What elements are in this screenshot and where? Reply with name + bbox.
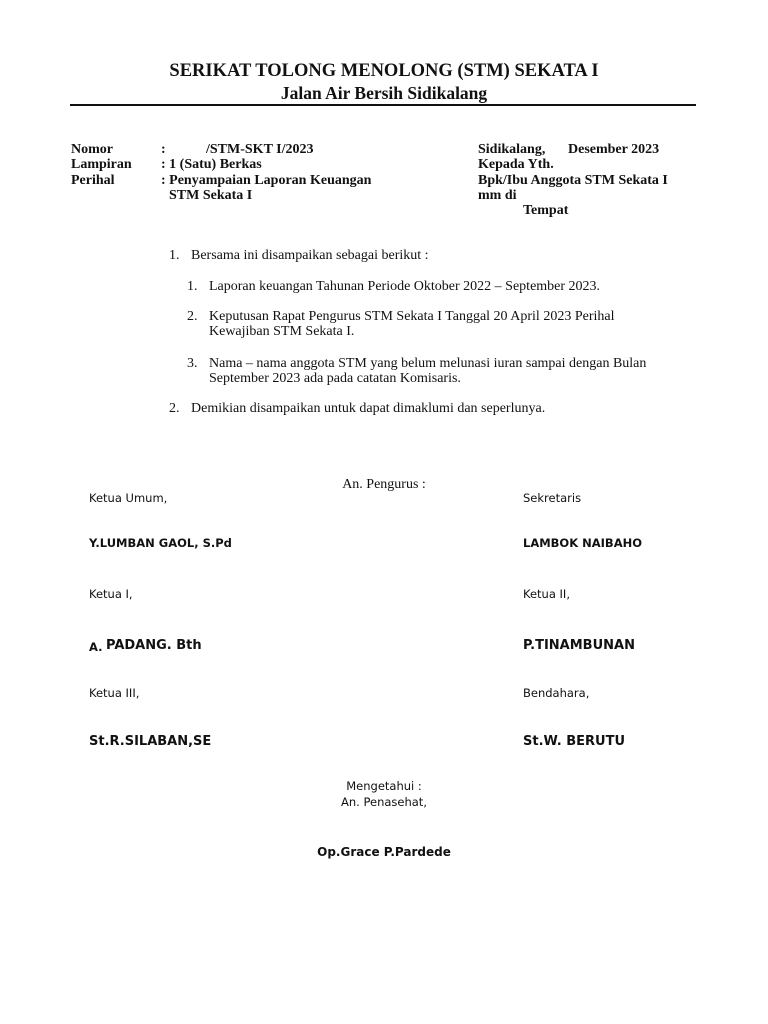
ketua-1-name: PADANG. Bth (106, 638, 202, 653)
lampiran-label: Lampiran (71, 157, 132, 172)
perihal-value-line2: STM Sekata I (169, 188, 253, 203)
sub-item-2-line1: Keputusan Rapat Pengurus STM Sekata I Tanggal 20 April 2023 Perihal (209, 309, 615, 324)
perihal-value-line1: : Penyampaian Laporan Keuangan (161, 173, 372, 188)
ketua-1-name-prefix: A. (89, 640, 103, 654)
sub-item-2-line2: Kewajiban STM Sekata I. (209, 324, 355, 339)
sub-item-1-text: Laporan keuangan Tahunan Periode Oktober 2022 – September 2023. (209, 279, 601, 294)
penasehat-name: Op.Grace P.Pardede (317, 845, 451, 859)
bendahara-name: St.W. BERUTU (523, 734, 626, 749)
nomor-colon: : (161, 142, 166, 157)
letterhead-address: Jalan Air Bersih Sidikalang (280, 83, 488, 103)
kepada-label: Kepada Yth. (478, 157, 554, 172)
ketua-2-name: P.TINAMBUNAN (523, 638, 635, 653)
sub-item-3-line2: September 2023 ada pada catatan Komisaris. (209, 371, 461, 386)
sub-item-3-line1: Nama – nama anggota STM yang belum melunasi iuran sampai dengan Bulan (209, 356, 647, 371)
letterhead-title: SERIKAT TOLONG MENOLONG (STM) SEKATA I (169, 61, 599, 81)
ketua-umum-role: Ketua Umum, (89, 491, 168, 505)
sub-item-1-number: 1. (187, 279, 198, 294)
recipient-line1: Bpk/Ibu Anggota STM Sekata I (478, 173, 668, 188)
an-penasehat-role: An. Penasehat, (341, 795, 427, 809)
ketua-3-name: St.R.SILABAN,SE (89, 734, 212, 749)
an-pengurus-heading: An. Pengurus : (342, 477, 426, 492)
ketua-2-role: Ketua II, (523, 587, 570, 601)
item-2-number: 2. (169, 401, 180, 416)
item-2-text: Demikian disampaikan untuk dapat dimaklumi dan seperlunya. (191, 401, 546, 416)
perihal-label: Perihal (71, 173, 115, 188)
recipient-line2: mm di (478, 188, 517, 203)
letter-place: Sidikalang, (478, 142, 546, 157)
lampiran-value: : 1 (Satu) Berkas (161, 157, 262, 172)
recipient-place: Tempat (523, 203, 569, 218)
nomor-label: Nomor (71, 142, 113, 157)
mengetahui-heading: Mengetahui : (346, 779, 422, 793)
bendahara-role: Bendahara, (523, 686, 590, 700)
sekretaris-role: Sekretaris (523, 491, 582, 505)
ketua-3-role: Ketua III, (89, 686, 140, 700)
ketua-umum-name: Y.LUMBAN GAOL, S.Pd (89, 536, 232, 550)
item-1-text: Bersama ini disampaikan sebagai berikut : (191, 248, 429, 263)
sekretaris-name: LAMBOK NAIBAHO (523, 536, 642, 550)
header-divider (70, 104, 696, 106)
ketua-1-role: Ketua I, (89, 587, 133, 601)
item-1-number: 1. (169, 248, 180, 263)
sub-item-3-number: 3. (187, 356, 198, 371)
nomor-value: /STM-SKT I/2023 (206, 142, 314, 157)
sub-item-2-number: 2. (187, 309, 198, 324)
letter-date: Desember 2023 (568, 142, 660, 157)
